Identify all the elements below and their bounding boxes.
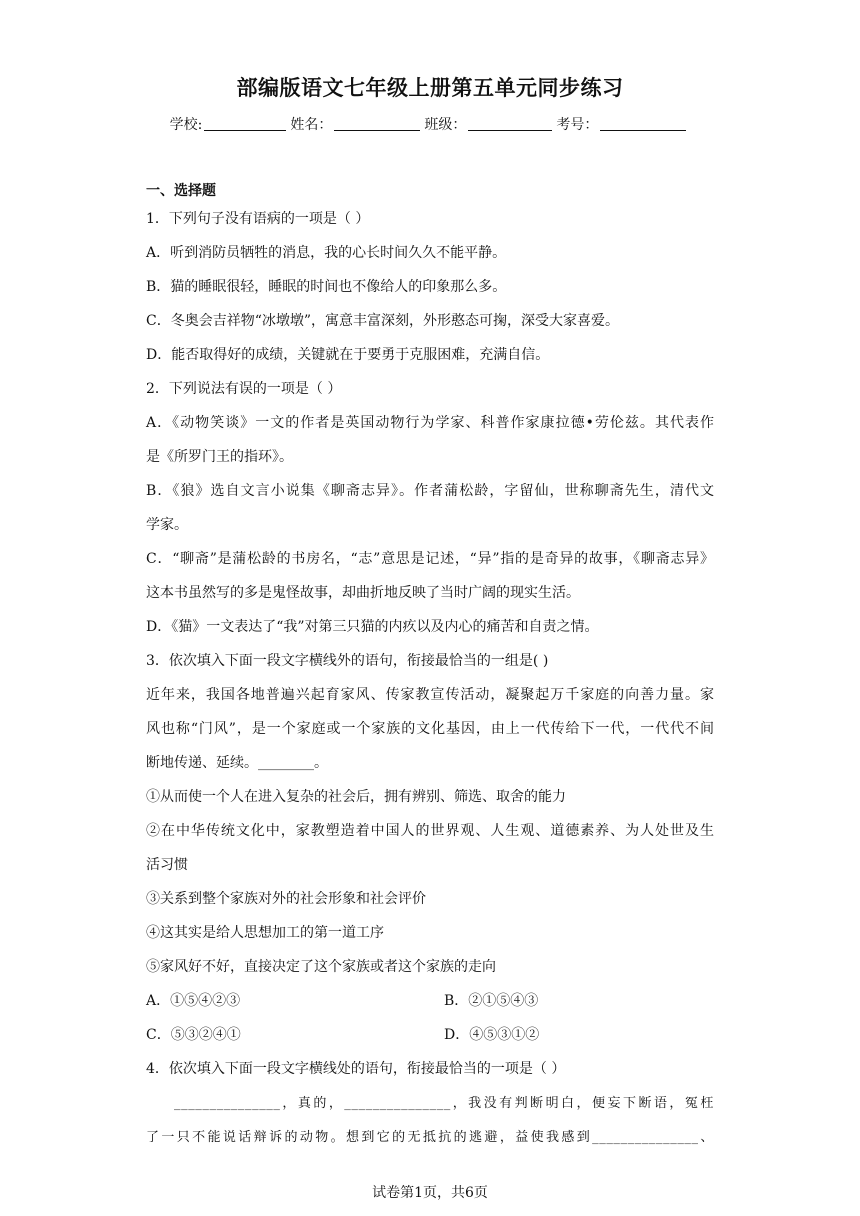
class-blank xyxy=(468,116,552,131)
name-blank xyxy=(334,116,420,131)
q1-option-d: D．能否取得好的成绩，关键就在于要勇于克服困难，充满自信。 xyxy=(146,347,550,363)
q3-passage-line: 风也称“门风”，是一个家庭或一个家族的文化基因，由上一代传给下一代，一代代不间 xyxy=(146,721,714,737)
class-label: 班级： xyxy=(424,117,467,133)
q3-option-c: C．⑤③②④① xyxy=(146,1027,241,1043)
q3-sentence: ①从而使一个人在进入复杂的社会后，拥有辨别、筛选、取舍的能力 xyxy=(146,789,566,805)
page-title: 部编版语文七年级上册第五单元同步练习 xyxy=(236,76,624,100)
q3-option-a: A．①⑤④②③ xyxy=(146,993,241,1009)
page-footer: 试卷第1页，共6页 xyxy=(372,1185,488,1201)
q2-option-line: D．《猫》一文表达了“我”对第三只猫的内疚以及内心的痛苦和自责之情。 xyxy=(146,619,599,635)
q1-option-b: B．猫的睡眠很轻，睡眠的时间也不像给人的印象那么多。 xyxy=(146,279,507,295)
q1-option-a: A．听到消防员牺牲的消息，我的心长时间久久不能平静。 xyxy=(146,245,507,261)
q4-passage-line: _______________，真的，_______________，我没有判断明白，便妄下断语，冤枉 xyxy=(174,1096,714,1111)
q3-sentence: ③关系到整个家族对外的社会形象和社会评价 xyxy=(146,891,426,907)
q3-sentence: ⑤家风好不好，直接决定了这个家族或者这个家族的走向 xyxy=(146,959,496,975)
q3-sentence: ②在中华传统文化中，家教塑造着中国人的世界观、人生观、道德素养、为人处世及生 xyxy=(146,823,714,839)
q3-passage-line: 近年来，我国各地普遍兴起育家风、传家教宣传活动，凝聚起万千家庭的向善力量。家 xyxy=(146,687,714,703)
name-label: 姓名： xyxy=(290,117,333,133)
q3-option-b: B．②①⑤④③ xyxy=(444,993,539,1009)
q3-sentence: 活习惯 xyxy=(146,857,188,873)
question-3-stem: 3．依次填入下面一段文字横线外的语句，衔接最恰当的一组是( ) xyxy=(146,653,549,669)
q2-option-line: 学家。 xyxy=(146,517,188,533)
student-info-line xyxy=(0,114,860,134)
school-label: 学校: xyxy=(169,117,203,133)
school-blank xyxy=(204,116,286,131)
q3-sentence: ④这其实是给人思想加工的第一道工序 xyxy=(146,925,384,941)
section-heading: 一、选择题 xyxy=(146,183,216,199)
q1-option-c: C．冬奥会吉祥物“冰墩墩”，寓意丰富深刻，外形憨态可掬，深受大家喜爱。 xyxy=(146,313,620,329)
question-1-stem: 1．下列句子没有语病的一项是（ ） xyxy=(146,211,370,227)
q2-option-line: 是《所罗门王的指环》。 xyxy=(146,449,293,465)
q4-passage-line: 了一只不能说话辩诉的动物。想到它的无抵抗的逃避，益使我感到_______________、 xyxy=(146,1130,714,1145)
q2-option-line: C．“聊斋”是蒲松龄的书房名，“志”意思是记述，“异”指的是奇异的故事，《聊斋志异》 xyxy=(146,551,714,567)
question-2-stem: 2．下列说法有误的一项是（ ） xyxy=(146,381,342,397)
exam-no-blank xyxy=(600,116,686,131)
q3-option-d: D．④⑤③①② xyxy=(444,1027,540,1043)
q2-option-line: B．《狼》选自文言小说集《聊斋志异》。作者蒲松龄，字留仙，世称聊斋先生，清代文 xyxy=(146,483,714,499)
question-4-stem: 4．依次填入下面一段文字横线处的语句，衔接最恰当的一项是（ ） xyxy=(146,1061,566,1077)
q2-option-line: A．《动物笑谈》一文的作者是英国动物行为学家、科普作家康拉德•劳伦兹。其代表作 xyxy=(146,415,714,431)
q3-passage-line: 断地传递、延续。________。 xyxy=(146,755,328,771)
q2-option-line: 这本书虽然写的多是鬼怪故事，却曲折地反映了当时广阔的现实生活。 xyxy=(146,585,580,601)
exam-no-label: 考号： xyxy=(556,117,599,133)
